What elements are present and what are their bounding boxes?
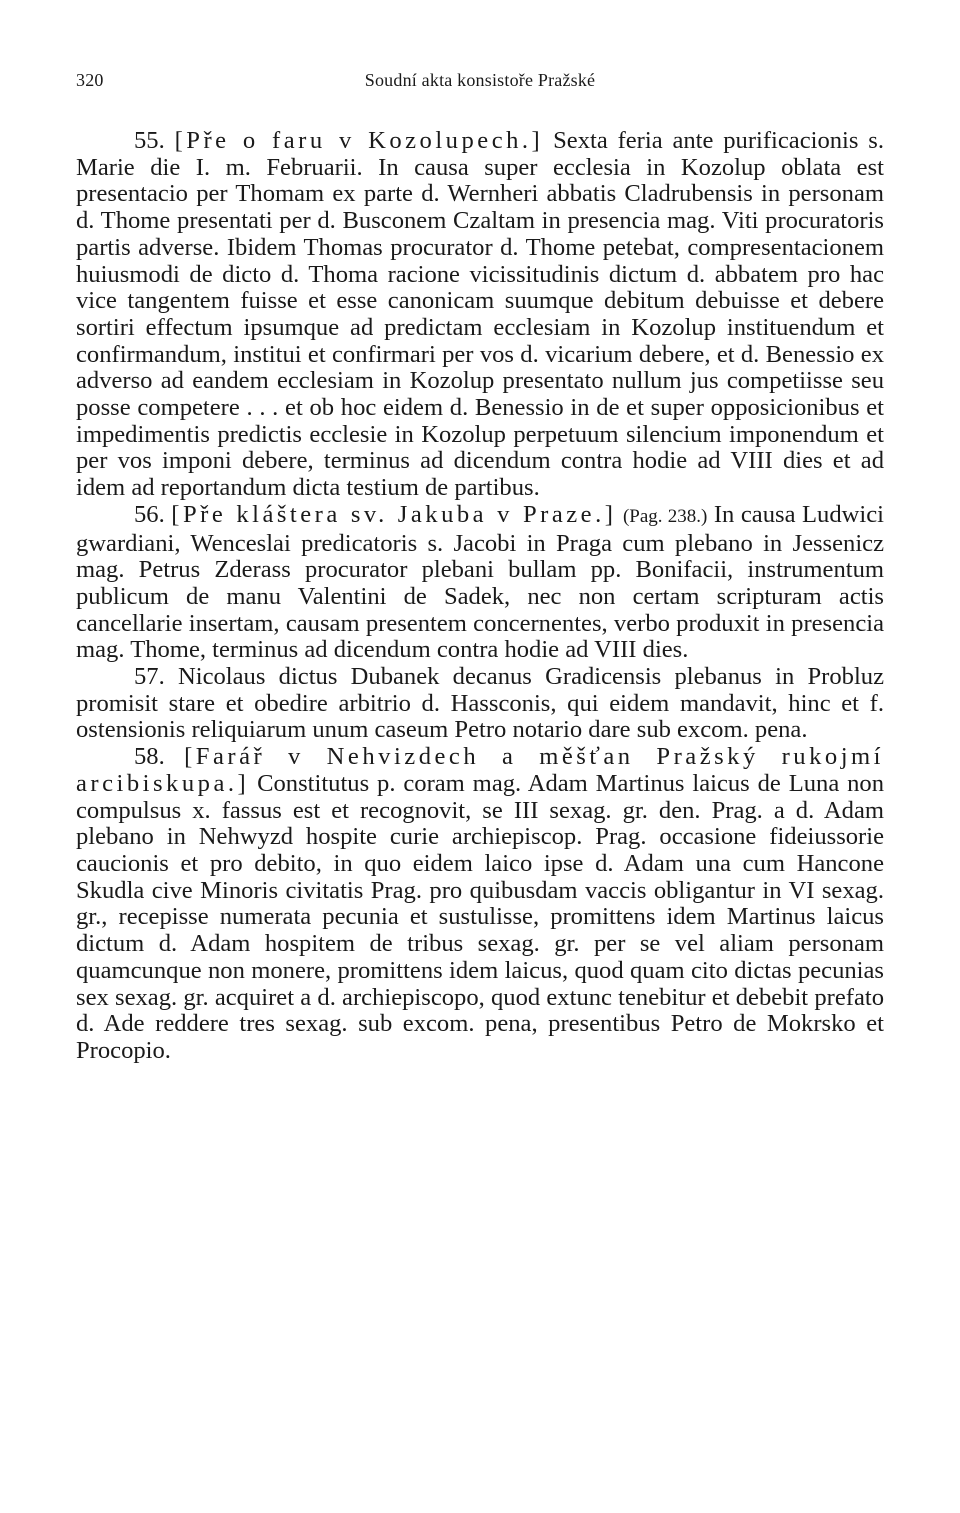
document-page	[76, 70, 884, 1065]
entry-55	[76, 128, 884, 502]
entry-number: 55.	[134, 127, 165, 154]
document-body	[76, 128, 884, 1065]
entry-number: 56.	[134, 500, 165, 528]
entry-text: Nicolaus dictus Dubanek decanus Gradicensis plebanus in Probluz promisit stare et obedire arbitrio d. Hassconis, qui eidem mandavit, hinc et f. ostensionis reliquiarum unum caseum Petro notario dare sub excom. pena.	[76, 663, 885, 744]
page-number: 320	[76, 70, 104, 90]
entry-text: Sexta feria ante purificacionis s. Marie die I. m. Februarii. In causa super ecclesia in Kozolup oblata est presentacio per Thomam ex parte d. Wernheri abbatis Cladrubensis in personam d. Thome presentati per d. Busconem Czaltam in presencia mag. Viti procuratoris partis adverse. Ibidem Thomas procurator d. Thome petebat, compresentacionem huiusmodi de dicto d. Thoma racione vicissitudinis dictum d. abbatem pro hac vice tangentem fuisse et esse canonicam suumque debitum debuisse et debere sortiri effectum ipsumque ad predictam ecclesiam in Kozolup instituendum et confirmandum, institui et confirmari per vos d. vicarium debere, et d. Benessio ex adverso ad eandem ecclesiam in Kozolup presentato nullum jus competiisse seu posse competere . . . et ob hoc eidem d. Benessio in de et super opposicionibus et impedimentis predictis ecclesie in Kozolup perpetuum silencium imponendum et per vos imponi debere, terminus ad dicendum contra hodie ad VIII dies et ad idem ad reportandum dicta testium de partibus.	[76, 127, 885, 502]
entry-56	[76, 502, 884, 664]
entry-57	[76, 664, 884, 744]
entry-number: 58.	[134, 743, 165, 771]
entry-58	[76, 744, 884, 1064]
entry-text: Constitutus p. coram mag. Adam Martinus laicus de Luna non compulsus x. fassus est et recognovit, se III sexag. gr. den. Prag. a d. Adam plebano in Nehwyzd hospite curie archiepiscop. Prag. occasione fideiussorie caucionis et pro debito, in quo eidem laico ipse d. Adam una cum Hancone Skudla cive Minoris civitatis Prag. pro quibusdam vaccis obligantur in VI sexag. gr., recepisse numerata pecunia et sustulisse, promittens idem Martinus laicus dictum d. Adam hospitem de tribus sexag. gr. per se vel aliam personam quamcunque non monere, promittens idem laicus, quod quam cito dictas pecunias sex sexag. gr. acquiret a d. archiepiscopo, quod extunc tenebitur et debebit prefato d. Ade reddere tres sexag. sub excom. pena, presentibus Petro de Mokrsko et Procopio.	[76, 769, 884, 1064]
entry-text: In causa Ludwici gwardiani, Wenceslai predicatoris s. Jacobi in Praga cum plebano in Jessenicz mag. Petrus Zderass procurator plebani bullam pp. Bonifacii, instrumentum publicum de manu Valentini de Sadek, nec non certam scripturam actis cancellarie insertam, causam presentem concernentes, verbo produxit in presencia mag. Thome, terminus ad dicendum contra hodie ad VIII dies.	[76, 500, 884, 664]
page-header	[76, 70, 884, 100]
entry-heading: [Pře kláštera sv. Jakuba v Praze.]	[171, 500, 617, 528]
running-title: Soudní akta konsistoře Pražské	[364, 70, 596, 90]
entry-heading: [Farář v Nehvizdech a měšťan Pražský rukojmí arcibiskupa.]	[76, 743, 884, 797]
entry-heading: [Pře o faru v Kozolupech.]	[174, 127, 544, 154]
entry-number: 57.	[134, 663, 165, 691]
page-reference: (Pag. 238.)	[622, 505, 708, 527]
